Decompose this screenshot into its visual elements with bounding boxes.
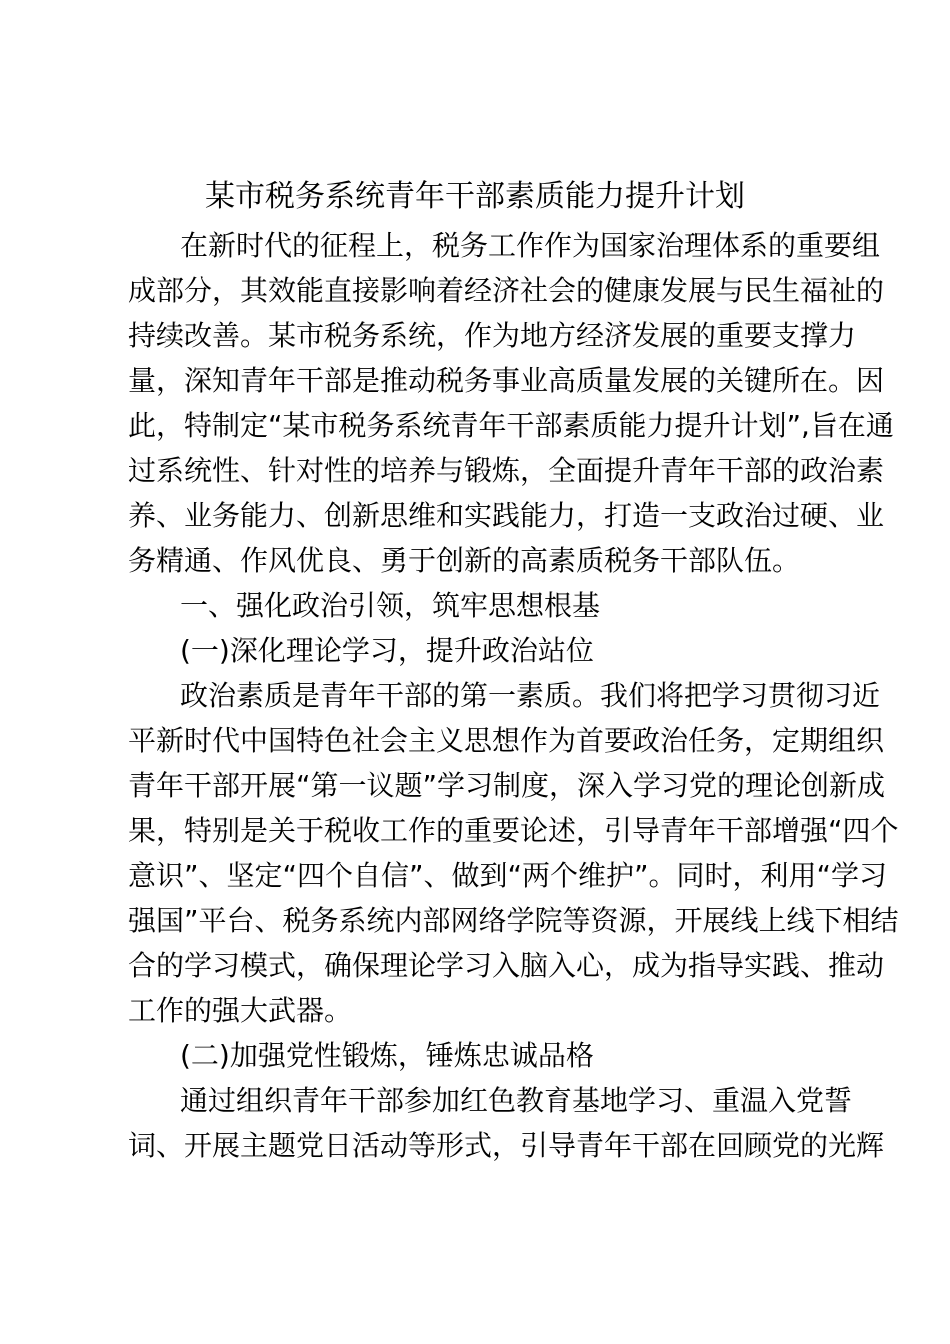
intro-line: 此，特制定“某市税务系统青年干部素质能力提升计划”,旨在通 [128, 409, 894, 442]
body-line: 工作的强大武器。 [128, 994, 353, 1027]
document-title: 某市税务系统青年干部素质能力提升计划 [205, 179, 745, 214]
body-line: 通过组织青年干部参加红色教育基地学习、重温入党誓 [180, 1084, 853, 1117]
subsection-heading: (二)加强党性锻炼，锤炼忠诚品格 [180, 1039, 594, 1072]
body-line: 青年干部开展“第一议题”学习制度，深入学习党的理论创新成 [128, 769, 886, 802]
body-line: 强国”平台、税务系统内部网络学院等资源，开展线上线下相结 [128, 904, 899, 937]
subsection-heading: (一)深化理论学习，提升政治站位 [180, 634, 594, 667]
intro-line: 持续改善。某市税务系统，作为地方经济发展的重要支撑力 [128, 319, 857, 352]
intro-line: 在新时代的征程上，税务工作作为国家治理体系的重要组 [180, 229, 881, 262]
body-line: 政治素质是青年干部的第一素质。我们将把学习贯彻习近 [180, 679, 881, 712]
body-line: 意识”、坚定“四个自信”、做到“两个维护”。同时，利用“学习 [128, 859, 888, 892]
intro-line: 过系统性、针对性的培养与锻炼，全面提升青年干部的政治素 [128, 454, 885, 487]
intro-line: 成部分，其效能直接影响着经济社会的健康发展与民生福祉的 [128, 274, 885, 307]
intro-line: 养、业务能力、创新思维和实践能力，打造一支政治过硬、业 [128, 499, 885, 532]
body-line: 词、开展主题党日活动等形式，引导青年干部在回顾党的光辉 [128, 1129, 885, 1162]
intro-line: 量，深知青年干部是推动税务事业高质量发展的关键所在。因 [128, 364, 885, 397]
body-line: 平新时代中国特色社会主义思想作为首要政治任务，定期组织 [128, 724, 885, 757]
intro-line: 务精通、作风优良、勇于创新的高素质税务干部队伍。 [128, 544, 801, 577]
body-line: 合的学习模式，确保理论学习入脑入心，成为指导实践、推动 [128, 949, 885, 982]
section-heading: 一、强化政治引领，筑牢思想根基 [180, 589, 601, 622]
body-line: 果，特别是关于税收工作的重要论述，引导青年干部增强“四个 [128, 814, 899, 847]
